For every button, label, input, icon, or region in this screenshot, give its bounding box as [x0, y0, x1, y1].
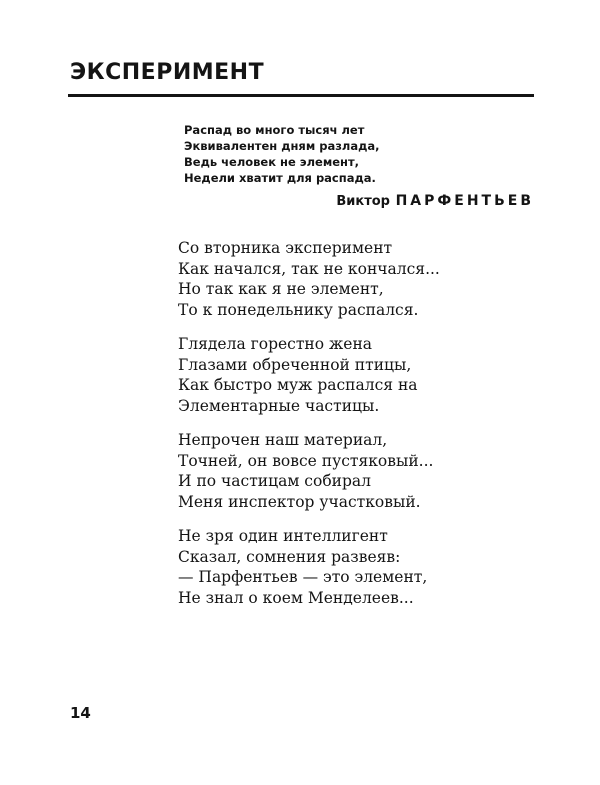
page-title: ЭКСПЕРИМЕНТ — [70, 60, 265, 85]
verse-line: Со вторника эксперимент — [178, 239, 393, 257]
verse-line: Точней, он вовсе пустяковый... — [178, 451, 434, 470]
verse-line: Не знал о коем Менделеев... — [178, 588, 414, 607]
epigraph-line: Ведь человек не элемент, — [184, 155, 359, 169]
stanza — [178, 238, 440, 320]
author-first-name: Виктор — [336, 194, 390, 209]
verse-line: — Парфентьев — это элемент, — [178, 568, 428, 586]
verse-line: Не зря один интеллигент — [178, 527, 388, 545]
epigraph — [184, 122, 380, 186]
stanza — [178, 430, 440, 512]
verse-line: Глядела горестно жена — [178, 335, 373, 353]
page-number: 14 — [70, 704, 91, 722]
stanza — [178, 334, 440, 416]
verse-line: И по частицам собирал — [178, 472, 371, 490]
verse-line: То к понедельнику распался. — [178, 300, 419, 319]
verse-line: Непрочен наш материал, — [178, 431, 388, 449]
verse-line: Сказал, сомнения развеяв: — [178, 547, 401, 566]
verse-line: Элементарные частицы. — [178, 396, 380, 415]
stanza — [178, 526, 440, 608]
epigraph-line: Распад во много тысяч лет — [184, 123, 365, 137]
title-divider — [68, 94, 534, 97]
epigraph-line: Недели хватит для распада. — [184, 171, 376, 185]
epigraph-attribution — [278, 190, 534, 209]
poem-body — [178, 238, 440, 622]
verse-line: Глазами обреченной птицы, — [178, 355, 412, 374]
author-last-name: ПАРФЕНТЬЕВ — [395, 193, 534, 209]
verse-line: Но так как я не элемент, — [178, 280, 384, 298]
verse-line: Меня инспектор участковый. — [178, 492, 421, 511]
epigraph-line: Эквивалентен дням разлада, — [184, 139, 380, 153]
verse-line: Как начался, так не кончался... — [178, 259, 440, 278]
verse-line: Как быстро муж распался на — [178, 376, 418, 394]
